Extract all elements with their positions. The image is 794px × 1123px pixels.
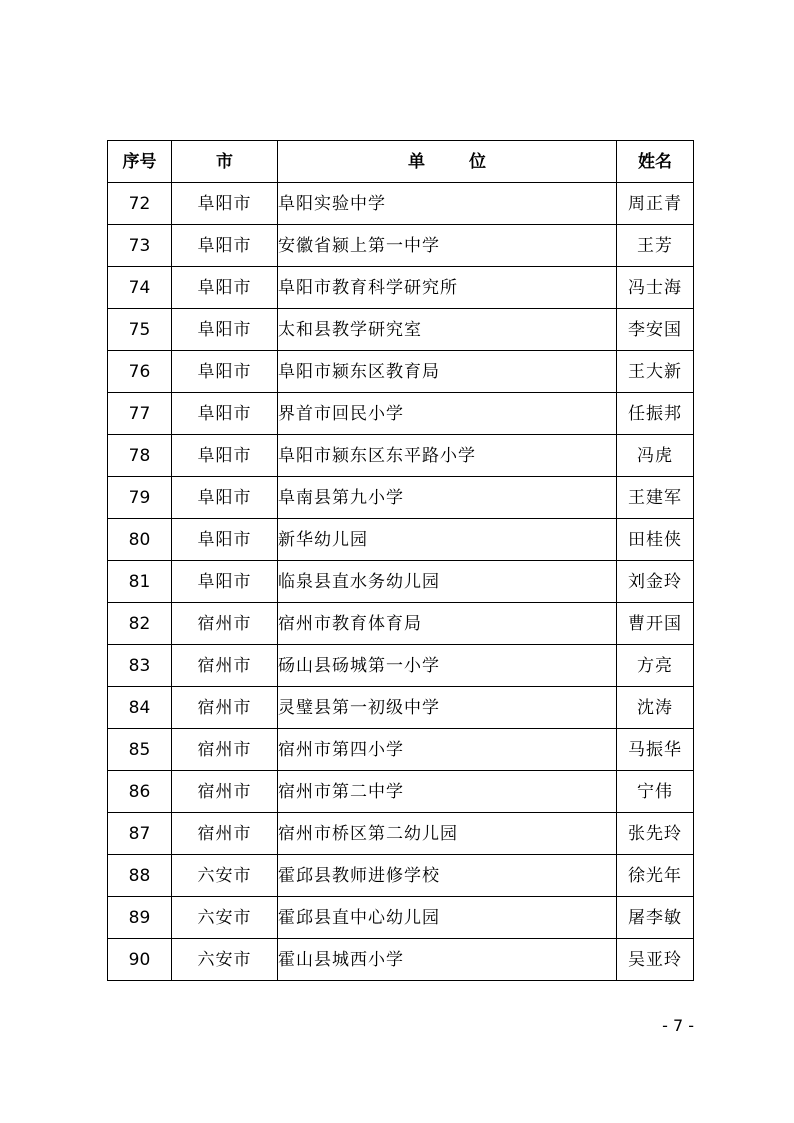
header-name: 姓名 xyxy=(617,141,694,183)
table-row xyxy=(108,561,694,603)
cell-unit: 太和县教学研究室 xyxy=(278,309,617,351)
table-row xyxy=(108,435,694,477)
cell-serial-number: 76 xyxy=(108,351,172,393)
header-unit: 单位 xyxy=(278,141,617,183)
cell-name: 徐光年 xyxy=(617,855,694,897)
table-row xyxy=(108,687,694,729)
cell-name: 王芳 xyxy=(617,225,694,267)
cell-unit: 阜阳市教育科学研究所 xyxy=(278,267,617,309)
cell-serial-number: 90 xyxy=(108,939,172,981)
cell-name: 任振邦 xyxy=(617,393,694,435)
cell-serial-number: 82 xyxy=(108,603,172,645)
cell-serial-number: 79 xyxy=(108,477,172,519)
cell-unit: 界首市回民小学 xyxy=(278,393,617,435)
cell-city: 阜阳市 xyxy=(172,435,278,477)
cell-name: 王建军 xyxy=(617,477,694,519)
cell-name: 马振华 xyxy=(617,729,694,771)
header-city: 市 xyxy=(172,141,278,183)
cell-name: 王大新 xyxy=(617,351,694,393)
cell-unit: 新华幼儿园 xyxy=(278,519,617,561)
cell-serial-number: 78 xyxy=(108,435,172,477)
cell-city: 阜阳市 xyxy=(172,351,278,393)
table-body xyxy=(108,183,694,981)
cell-city: 宿州市 xyxy=(172,687,278,729)
table-row xyxy=(108,519,694,561)
cell-unit: 宿州市第二中学 xyxy=(278,771,617,813)
cell-city: 六安市 xyxy=(172,897,278,939)
cell-unit: 临泉县直水务幼儿园 xyxy=(278,561,617,603)
cell-serial-number: 89 xyxy=(108,897,172,939)
cell-city: 六安市 xyxy=(172,939,278,981)
cell-name: 李安国 xyxy=(617,309,694,351)
header-serial-number: 序号 xyxy=(108,141,172,183)
cell-unit: 砀山县砀城第一小学 xyxy=(278,645,617,687)
table-row xyxy=(108,183,694,225)
cell-city: 阜阳市 xyxy=(172,225,278,267)
table-row xyxy=(108,393,694,435)
cell-serial-number: 83 xyxy=(108,645,172,687)
cell-unit: 阜南县第九小学 xyxy=(278,477,617,519)
cell-unit: 宿州市教育体育局 xyxy=(278,603,617,645)
cell-name: 屠李敏 xyxy=(617,897,694,939)
cell-city: 六安市 xyxy=(172,855,278,897)
cell-serial-number: 74 xyxy=(108,267,172,309)
cell-unit: 灵璧县第一初级中学 xyxy=(278,687,617,729)
cell-unit: 宿州市桥区第二幼儿园 xyxy=(278,813,617,855)
table-row xyxy=(108,813,694,855)
cell-name: 田桂侠 xyxy=(617,519,694,561)
table-row xyxy=(108,225,694,267)
table-header xyxy=(108,141,694,183)
cell-name: 冯士海 xyxy=(617,267,694,309)
cell-serial-number: 81 xyxy=(108,561,172,603)
cell-city: 宿州市 xyxy=(172,771,278,813)
cell-city: 阜阳市 xyxy=(172,309,278,351)
cell-name: 张先玲 xyxy=(617,813,694,855)
cell-serial-number: 77 xyxy=(108,393,172,435)
cell-name: 吴亚玲 xyxy=(617,939,694,981)
table-row xyxy=(108,771,694,813)
cell-serial-number: 87 xyxy=(108,813,172,855)
table-row xyxy=(108,645,694,687)
table-row xyxy=(108,267,694,309)
cell-unit: 霍山县城西小学 xyxy=(278,939,617,981)
cell-unit: 阜阳实验中学 xyxy=(278,183,617,225)
cell-city: 阜阳市 xyxy=(172,183,278,225)
cell-serial-number: 88 xyxy=(108,855,172,897)
cell-serial-number: 86 xyxy=(108,771,172,813)
cell-serial-number: 73 xyxy=(108,225,172,267)
table-row xyxy=(108,351,694,393)
page-number: - 7 - xyxy=(662,1016,694,1035)
cell-serial-number: 72 xyxy=(108,183,172,225)
table-row xyxy=(108,603,694,645)
table-row xyxy=(108,309,694,351)
cell-name: 沈涛 xyxy=(617,687,694,729)
cell-unit: 霍邱县直中心幼儿园 xyxy=(278,897,617,939)
cell-serial-number: 80 xyxy=(108,519,172,561)
cell-unit: 宿州市第四小学 xyxy=(278,729,617,771)
cell-unit: 安徽省颍上第一中学 xyxy=(278,225,617,267)
roster-table xyxy=(107,140,694,981)
cell-unit: 霍邱县教师进修学校 xyxy=(278,855,617,897)
cell-name: 周正青 xyxy=(617,183,694,225)
header-row xyxy=(108,141,694,183)
cell-serial-number: 85 xyxy=(108,729,172,771)
cell-city: 宿州市 xyxy=(172,603,278,645)
cell-name: 曹开国 xyxy=(617,603,694,645)
cell-city: 阜阳市 xyxy=(172,393,278,435)
cell-name: 方亮 xyxy=(617,645,694,687)
cell-name: 冯虎 xyxy=(617,435,694,477)
cell-name: 刘金玲 xyxy=(617,561,694,603)
cell-name: 宁伟 xyxy=(617,771,694,813)
cell-unit: 阜阳市颍东区东平路小学 xyxy=(278,435,617,477)
table-row xyxy=(108,477,694,519)
cell-city: 宿州市 xyxy=(172,729,278,771)
table-row xyxy=(108,897,694,939)
cell-city: 宿州市 xyxy=(172,813,278,855)
cell-unit: 阜阳市颍东区教育局 xyxy=(278,351,617,393)
cell-city: 阜阳市 xyxy=(172,267,278,309)
table-row xyxy=(108,939,694,981)
cell-serial-number: 84 xyxy=(108,687,172,729)
cell-serial-number: 75 xyxy=(108,309,172,351)
table-row xyxy=(108,729,694,771)
cell-city: 阜阳市 xyxy=(172,477,278,519)
cell-city: 阜阳市 xyxy=(172,561,278,603)
cell-city: 阜阳市 xyxy=(172,519,278,561)
table-row xyxy=(108,855,694,897)
cell-city: 宿州市 xyxy=(172,645,278,687)
